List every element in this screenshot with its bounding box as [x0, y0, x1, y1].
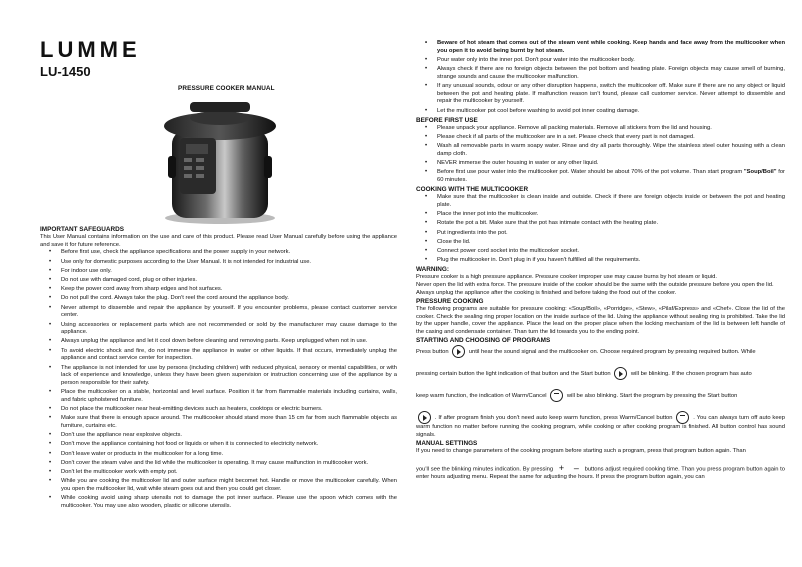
list-item: • Keep the power cord away from sharp edges and hot surfaces. [40, 286, 397, 294]
list-item: • Make sure that the multicooker is clean inside and outside. Check if there are foreign objects inside or between the pot and heating plate. [416, 194, 785, 209]
pressure-cooking-heading: PRESSURE COOKING [416, 297, 484, 305]
list-item: • Please check if all parts of the multicooker are in a set. Please check that every part is not damaged. [416, 134, 785, 142]
list-item: • Pour water only into the inner pot. Don't pour water into the multicooker body. [416, 57, 785, 65]
list-item: • Do not use with damaged cord, plug or other injuries. [40, 277, 397, 285]
cooking-heading: COOKING WITH THE MULTICOOKER [416, 186, 529, 194]
list-item: • Make sure that there is enough space around. The multicooker should stand more than 15 cm far from such flammable objects as furniture, curtains etc. [40, 415, 397, 430]
program-text: keep warm function, the indication of Warm/Cancel [416, 393, 547, 400]
program-line [416, 389, 785, 402]
warning-text: Pressure cooker is a high pressure appliance. Pressure cooker improper use may cause burns by hot steam or liquid. [416, 274, 717, 281]
list-item: • Don't let the multicooker work with empty pot. [40, 469, 397, 477]
program-line [416, 367, 785, 380]
list-item: • Do not pull the cord. Always take the plug. Don't reel the cord around the appliance body. [40, 295, 397, 303]
safeguards-intro: This User Manual contains information on the use and care of this product. Please read User Manual carefully before using the appliance and save it for future reference. [40, 234, 397, 248]
list-item: • Please unpack your appliance. Remove all packing materials. Remove all stickers from the lid and housing. [416, 125, 785, 133]
warning-text: Never open the lid with extra force. The pressure inside of the cooker should be the same with the outside pressure before you open the lid. [416, 282, 774, 289]
start-button-icon [418, 411, 431, 424]
before-first-use-heading: BEFORE FIRST USE [416, 116, 478, 124]
program-text: . You can always turn off auto keep warm function no matter before running the cooking program, while cooking or after cooking program is finished. All button control has sound signals. [416, 415, 785, 438]
program-line [416, 411, 785, 439]
manual-text: buttons adjust required cooking time. Than you press program button again to enter hours adjusting menu. Repeat the same for adjusting the hours. If press the program button again, you can [416, 466, 785, 480]
manual-text: you'll see the blinking minutes indication. By pressing [416, 466, 554, 473]
warm-cancel-button-icon [676, 411, 689, 424]
list-item: • Never attempt to dissemble and repair the appliance by yourself. If you encounter problems, please contact customer service center. [40, 305, 397, 320]
program-name: "Soup/Boil" [743, 169, 777, 176]
list-item: • Always unplug the appliance and let it cool down before cleaning and removing parts. Keep unplugged when not in use. [40, 338, 397, 346]
list-item: • Place the inner pot into the multicooker. [416, 211, 785, 219]
list-item-tail: for 60 minutes. [437, 169, 785, 184]
list-item: • Don't cover the steam valve and the lid while the multicooker is operating. It may cause malfunction in multicooker work. [40, 460, 397, 468]
list-item: • If any unusual sounds, odour or any other disruption happens, switch the multicooker off. Make sure if there are no any object or liquid between the pot and heating plate. If malfunction reason isn't found, please call customer service. Never attempt to dissemble and repair the multicooker by yourself. [416, 83, 785, 106]
program-text: . If after program finish you don't need auto keep warm function, press Warm/Cancel button [434, 415, 673, 422]
program-line [416, 345, 785, 358]
program-text: pressing certain button the light indication of that button and the Start button [416, 371, 611, 378]
pressure-cooker-image [150, 96, 290, 226]
before-first-use-list [416, 125, 785, 185]
starting-programs-heading: STARTING AND CHOOSING OF PROGRAMS [416, 337, 551, 345]
manual-settings-text [416, 462, 785, 482]
list-item: • Rotate the pot a bit. Make sure that the pot has intimate contact with the heating plate. [416, 220, 785, 228]
safeguards-heading: IMPORTANT SAFEGUARDS [40, 226, 125, 233]
program-text: will be also blinking. Start the program by pressing the Start button [566, 393, 738, 400]
warning-heading: WARNING: [416, 266, 450, 274]
manual-settings-heading: MANUAL SETTINGS [416, 440, 478, 448]
list-item: • Before first use, check the appliance specifications and the power supply in your network. [40, 249, 397, 257]
manual-title: PRESSURE COOKER MANUAL [178, 85, 275, 92]
safeguards-list [40, 249, 397, 510]
start-button-icon [614, 367, 627, 380]
list-item: • Put ingredients into the pot. [416, 230, 785, 238]
left-header [40, 38, 397, 80]
warm-cancel-button-icon [550, 389, 563, 402]
power-button-icon [452, 345, 465, 358]
right-column [416, 40, 785, 482]
list-item: • Place the multicooker on a stable, horizontal and level surface. Position it far from flammable materials including curtains, walls, and fabric upholstered furniture. [40, 389, 397, 404]
program-text: Press button [416, 349, 449, 356]
model-number: LU-1450 [40, 64, 91, 79]
list-item-text: Before first use pour water into the multicooker pot. Water should be about 70% of the pot volume. Than start program [437, 169, 743, 176]
list-item: • Don't move the appliance containing hot food or liquids or when it is connected to electricity network. [40, 441, 397, 449]
list-item: • Plug the multicooker in. Don't plug in if you haven't fulfilled all the requirements. [416, 257, 785, 265]
program-text: until hear the sound signal and the multicooker on. Choose required program by pressing required button. While [468, 349, 756, 356]
plus-icon: + [558, 462, 565, 473]
list-item: • While cooking avoid using sharp utensils not to damage the pot inner surface. Please use the spoon which comes with the multicooker. You may use also wooden, plastic or silicone utensils. [40, 495, 397, 510]
pressure-cooking-text: The following programs are suitable for pressure cooking: «Soup/Boil», «Porridge», «Stew», «Pilaf/Express» and «Chef». Close the lid of the cooker. Check the sealing ring proper location on the inside surface of the lid. Using the appliance without sealing ring is prohibited. Take the lid by the upper handle, cover the appliance. Place the lead on the proper place when the locking mechanism of the lid is between left handle of the casing and condensate container. Than turn the lid towards you to the ending point. [416, 305, 785, 336]
program-text: will be blinking. If the chosen program has auto [630, 371, 752, 378]
list-item: • Do not place the multicooker near heat-emitting devices such as heaters, cooktops or electric burners. [40, 406, 397, 414]
list-item: • Using accessories or replacement parts which are not recommended or sold by the manufacturer may cause damage to the appliance. [40, 322, 397, 337]
list-item: • To avoid electric shock and fire, do not immerse the appliance in water or other liquids. If that occurs, immediately unplug the appliance and contact service center for inspection. [40, 348, 397, 363]
list-item [416, 169, 785, 184]
list-item: • For indoor use only. [40, 268, 397, 276]
list-item: • Always check if there are no foreign objects between the pot bottom and heating plate. Foreign objects may cause smell of burning, strange sounds and cause the multicooker malfunction. [416, 66, 785, 81]
list-item: • Don't use the appliance near explosive objects. [40, 432, 397, 440]
list-item: • Close the lid. [416, 239, 785, 247]
list-item: • Let the multicooker pot cool before washing to avoid pot inner coating damage. [416, 108, 785, 116]
list-item: • Beware of hot steam that comes out of the steam vent while cooking. Keep hands and face away from the multicooker when you open it to avoid being burnt by hot steam. [416, 40, 785, 55]
top-warnings-list [416, 40, 785, 115]
minus-icon: – [573, 462, 579, 473]
list-item: • Connect power cord socket into the multicooker socket. [416, 248, 785, 256]
list-item: • NEVER immerse the outer housing in water or any other liquid. [416, 160, 785, 168]
list-item: • Don't leave water or products in the multicooker for a long time. [40, 451, 397, 459]
cooking-list [416, 194, 785, 265]
list-item: • The appliance is not intended for use by persons (including children) with reduced physical, sensory or mental capabilities, or with lack of experience and knowledge, unless they have been given supervision or instruction concerning use of the appliance by a person responsible for their safety. [40, 365, 397, 388]
list-item: • Use only for domestic purposes according to the User Manual. It is not intended for industrial use. [40, 259, 397, 267]
left-column [40, 226, 397, 512]
warning-text: Always unplug the appliance after the cooking is finished and before taking the food out of the cooker. [416, 289, 677, 296]
list-item: • Wash all removable parts in warm soapy water. Rinse and dry all parts thoroughly. Wipe the stainless steel outer housing with a clean damp cloth. [416, 143, 785, 158]
manual-settings-text: If you need to change parameters of the cooking program before starting such a program, press that program button again. Than [416, 448, 746, 455]
brand-logo: LUMME [40, 37, 141, 62]
list-item: • While you are cooking the multicooker lid and outer surface might becomet hot. Handle or move the multicooker carefully. When you open the multicooker lid, wait while steam goes out and then you could get closer. [40, 478, 397, 493]
